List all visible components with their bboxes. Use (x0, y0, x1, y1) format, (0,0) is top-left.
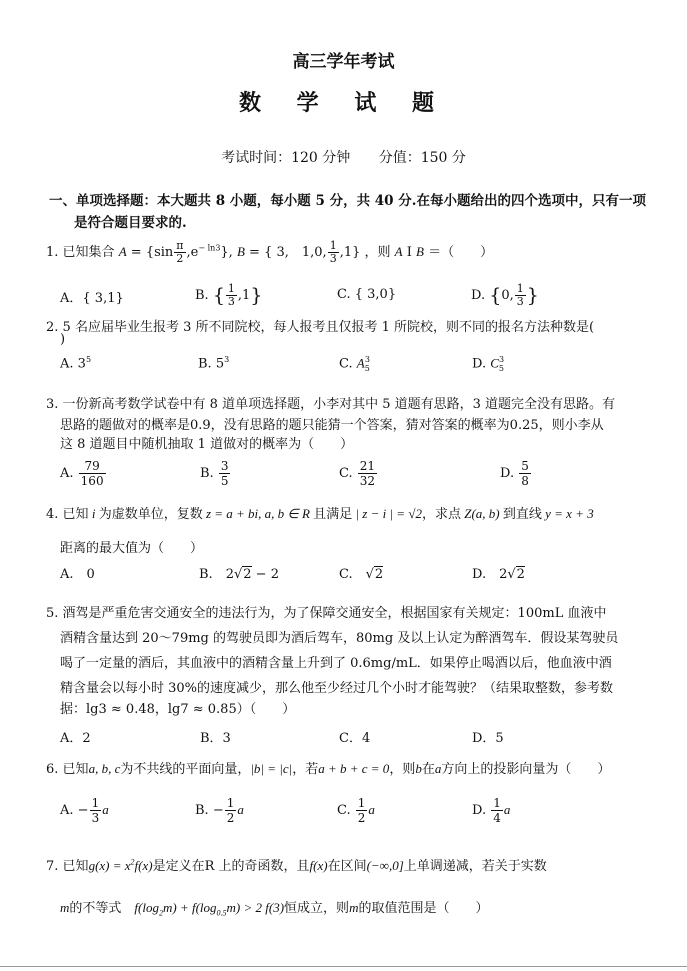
q6-option-d[interactable]: D. $\frac{1}{4}$ a (472, 796, 511, 825)
q2-option-d[interactable]: D. $C_5^3$ (472, 355, 505, 373)
q6-option-b[interactable]: B. − $\frac{1}{2}$ a (195, 796, 244, 825)
exam-time: 考试时间：120 分钟 (221, 150, 351, 166)
q5-option-a[interactable]: A．2 (60, 731, 91, 746)
q1-option-b[interactable]: B. { $\frac{1}{3}$ ,1} (195, 282, 263, 308)
q1-option-c[interactable]: C. { 3,0} (337, 287, 397, 302)
question-7-line2: m的不等式 $f(\log_2m) + f(\log_{0.5}m) > 2$ f(3)恒成立，则m的取值范围是（ ） (60, 900, 489, 918)
question-2-line2: ) (60, 332, 66, 347)
set-a-expr: A (118, 244, 127, 259)
question-5-line4: 精含量会以每小时 30%的速度减少，那么他至少经过几个小时才能驾驶？（结果取整数，参考数 (60, 681, 614, 696)
question-number: 3. (46, 397, 59, 412)
q4-option-b[interactable]: B. 2√2 − 2 (199, 567, 279, 582)
question-3-line3: 这 8 道题目中随机抽取 1 道做对的概率为（ ） (60, 437, 354, 452)
q3-option-a[interactable]: A. $\frac{79}{160}$ (60, 459, 104, 488)
q3-option-b[interactable]: B. $\frac{3}{5}$ (200, 459, 229, 488)
question-2: 2. 5 名应届毕业生报考 3 所不同院校，每人报考且仅报考 1 所院校，则不同的报名方法种数是( (46, 320, 595, 335)
q6-option-a[interactable]: A. − $\frac{1}{3}$ a (60, 796, 109, 825)
question-5-line2: 酒精含量达到 20～79mg 的驾驶员即为酒后驾车，80mg 及以上认定为醉酒驾车．假设某驾驶员 (60, 631, 619, 646)
question-number: 6. (46, 762, 59, 777)
question-4: 4. 已知 i 为虚数单位，复数 z = a + bi, a, b ∈ R 且满足 | z − i | = √2，求点 Z(a, b) 到直线 y = x + 3 (46, 506, 594, 522)
q2-option-c[interactable]: C. $A_5^3$ (339, 355, 370, 373)
question-5-line5: 据：lg3 ≈ 0.48，lg7 ≈ 0.85）（ ） (60, 702, 296, 717)
exam-info (0, 147, 687, 167)
question-6: 6. 已知a, b, c为不共线的平面向量，|b| = |c|，若a + b + c = 0，则b在a方向上的投影向量为（ ） (46, 761, 611, 777)
q2-option-a[interactable]: A. $3^5$ (60, 355, 92, 372)
question-number: 2. (46, 320, 59, 335)
question-number: 4. (46, 507, 59, 522)
question-3-line2: 思路的题做对的概率是0.9，没有思路的题只能猜一个答案，猜对答案的概率为0.25，则小李从 (60, 418, 604, 433)
question-4-line2: 距离的最大值为（ ） (60, 541, 204, 556)
q4-option-d[interactable]: D. 2√2 (472, 567, 525, 582)
q4-option-c[interactable]: C. √2 (339, 567, 384, 582)
q6-option-c[interactable]: C. $\frac{1}{2}$ a (337, 796, 375, 825)
section-heading-line1: 一、单项选择题：本大题共 8 小题，每小题 5 分，共 40 分.在每小题给出的四个选项中，只有一项 (49, 193, 646, 209)
q3-option-c[interactable]: C. $\frac{21}{32}$ (339, 459, 376, 488)
q5-option-b[interactable]: B．3 (200, 731, 231, 746)
question-1: 1. 已知集合 A = {sin $\frac{\pi}{2}$ $,e^{- ln3}$}, B = { 3, 1,0, $\frac{1}{3}$ ,1} ，则 A I B ＝（ ） (46, 239, 494, 265)
q5-option-c[interactable]: C．4 (339, 731, 371, 746)
question-3: 3. 一份新高考数学试卷中有 8 道单项选择题，小李对其中 5 道题有思路，3 道题完全没有思路。有 (46, 397, 616, 412)
question-number: 5. (46, 606, 59, 621)
question-number: 1. (46, 245, 59, 260)
section-heading-line2: 是符合题目要求的. (74, 215, 187, 231)
q1-option-d[interactable]: D. {0, $\frac{1}{3}$ } (471, 282, 539, 308)
q3-option-d[interactable]: D. $\frac{5}{8}$ (500, 459, 529, 488)
exam-score: 分值：150 分 (378, 150, 466, 166)
q2-option-b[interactable]: B. $5^3$ (198, 355, 230, 372)
subject-title: 数 学 试 题 (239, 90, 448, 116)
q1-option-a[interactable]: A．{ 3,1} (60, 291, 124, 306)
q5-option-d[interactable]: D．5 (472, 731, 504, 746)
page-bottom-rule (0, 966, 687, 967)
question-number: 7. (46, 859, 59, 874)
question-5-line3: 喝了一定量的酒后，其血液中的酒精含量上升到了 0.6mg/mL．如果停止喝酒以后，他血液中酒 (60, 656, 612, 671)
school-title: 高三学年考试 (292, 52, 395, 72)
q4-option-a[interactable]: A. 0 (60, 567, 95, 582)
question-7: 7. 已知$g(x) = x^2f(x)$是定义在R 上的奇函数，且f(x)在区间(−∞,0]上单调递减，若关于实数 (46, 857, 547, 874)
question-5: 5. 酒驾是严重危害交通安全的违法行为，为了保障交通安全，根据国家有关规定：100mL 血液中 (46, 606, 607, 621)
